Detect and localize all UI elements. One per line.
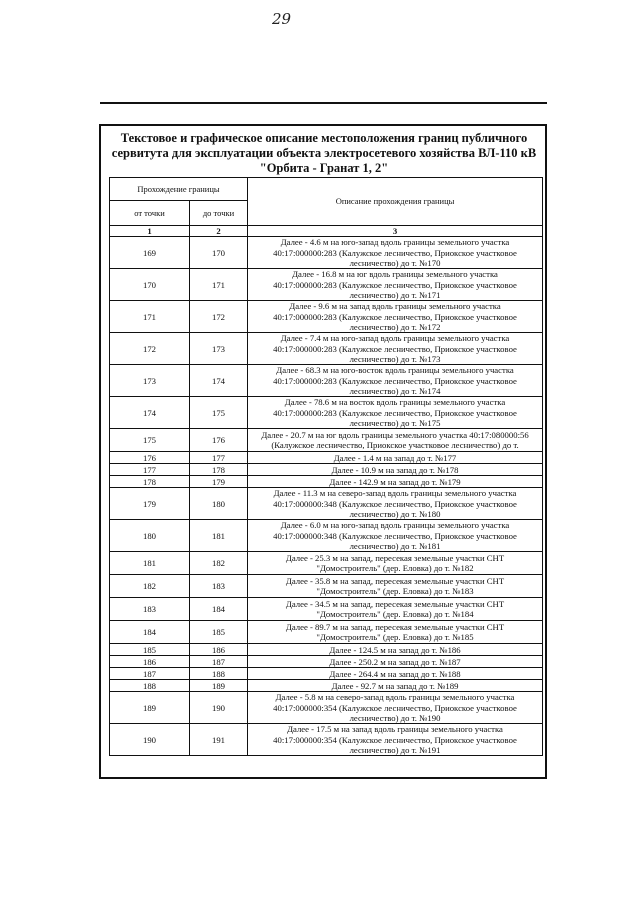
description-line: Далее - 11.3 м на северо-запад вдоль границы земельного участка xyxy=(273,488,517,499)
description-line: Далее - 6.0 м на юго-запад вдоль границы земельного участка xyxy=(280,520,510,531)
cell-description xyxy=(248,365,543,397)
description-line: 40:17:000000:283 (Калужское лесничество, Приокское участковое xyxy=(273,247,517,258)
table-row xyxy=(110,668,543,680)
description-line: лесничество) до т. №170 xyxy=(349,257,441,268)
description-line: Далее - 16.8 м на юг вдоль границы земельного участка xyxy=(292,269,498,280)
table-row xyxy=(110,598,543,621)
description-line: Далее - 35.8 м на запад, пересекая земельные участки СНТ xyxy=(285,576,505,586)
table-body xyxy=(110,237,543,756)
cell-to-point: 175 xyxy=(190,397,248,429)
table-row xyxy=(110,575,543,598)
cell-description xyxy=(248,668,543,680)
description-line: Далее - 78.6 м на восток вдоль границы земельного участка xyxy=(284,397,506,408)
cell-description xyxy=(248,333,543,365)
cell-description xyxy=(248,552,543,575)
cell-description xyxy=(248,621,543,644)
description-line: 40:17:000000:354 (Калужское лесничество, Приокское участковое xyxy=(273,702,517,713)
document-title xyxy=(110,131,538,176)
table-row xyxy=(110,452,543,464)
table-row xyxy=(110,476,543,488)
description-line: 40:17:000000:283 (Калужское лесничество, Приокское участковое xyxy=(273,343,517,354)
description-line: Далее - 1.4 м на запад до т. №177 xyxy=(333,452,457,463)
cell-to-point: 178 xyxy=(190,464,248,476)
cell-from-point: 179 xyxy=(110,488,190,520)
header-boundary-passage: Прохождение границы xyxy=(110,178,248,201)
cell-to-point: 191 xyxy=(190,724,248,756)
column-number: 1 xyxy=(110,226,190,237)
description-line: (Калужское лесничество, Приокское участковое лесничество) до т. xyxy=(271,440,519,451)
description-line: Далее - 68.3 м на юго-восток вдоль границы земельного участка xyxy=(276,365,514,376)
cell-description xyxy=(248,644,543,656)
description-line: лесничество) до т. №175 xyxy=(349,417,441,428)
description-line: Далее - 92.7 м на запад до т. №189 xyxy=(331,680,459,691)
cell-from-point: 186 xyxy=(110,656,190,668)
cell-from-point: 174 xyxy=(110,397,190,429)
table-row xyxy=(110,301,543,333)
cell-to-point: 184 xyxy=(190,598,248,621)
cell-to-point: 176 xyxy=(190,429,248,452)
description-line: Далее - 5.8 м на северо-запад вдоль границы земельного участка xyxy=(275,692,515,703)
description-line: лесничество) до т. №180 xyxy=(349,508,441,519)
header-description: Описание прохождения границы xyxy=(248,178,543,226)
table-row xyxy=(110,656,543,668)
table-row xyxy=(110,644,543,656)
title-line-3: "Орбита - Гранат 1, 2" xyxy=(259,161,389,175)
cell-description xyxy=(248,301,543,333)
cell-to-point: 179 xyxy=(190,476,248,488)
description-line: Далее - 9.6 м на запад вдоль границы земельного участка xyxy=(289,301,501,312)
column-number: 3 xyxy=(248,226,543,237)
header-to-point: до точки xyxy=(190,201,248,226)
description-line: 40:17:000000:354 (Калужское лесничество, Приокское участковое xyxy=(273,734,517,745)
cell-from-point: 190 xyxy=(110,724,190,756)
description-line: 40:17:000000:283 (Калужское лесничество, Приокское участковое xyxy=(273,311,517,322)
description-line: Далее - 17.5 м на запад вдоль границы земельного участка xyxy=(287,724,503,735)
cell-to-point: 190 xyxy=(190,692,248,724)
cell-from-point: 171 xyxy=(110,301,190,333)
title-line-1: Текстовое и графическое описание местоположения границ публичного xyxy=(120,131,528,145)
cell-description xyxy=(248,692,543,724)
title-line-2: сервитута для эксплуатации объекта электросетевого хозяйства ВЛ-110 кВ xyxy=(111,146,537,160)
cell-from-point: 184 xyxy=(110,621,190,644)
cell-description xyxy=(248,598,543,621)
cell-to-point: 172 xyxy=(190,301,248,333)
table-row xyxy=(110,621,543,644)
cell-from-point: 189 xyxy=(110,692,190,724)
table-row xyxy=(110,397,543,429)
description-line: Далее - 89.7 м на запад, пересекая земельные участки СНТ xyxy=(285,622,505,632)
table-row xyxy=(110,237,543,269)
description-line: Далее - 142.9 м на запад до т. №179 xyxy=(329,476,461,487)
description-line: лесничество) до т. №181 xyxy=(349,540,441,551)
cell-to-point: 171 xyxy=(190,269,248,301)
description-line: "Домостроитель" (дер. Еловка) до т. №183 xyxy=(316,586,474,597)
description-line: Далее - 25.3 м на запад, пересекая земельные участки СНТ xyxy=(285,553,505,563)
cell-from-point: 173 xyxy=(110,365,190,397)
cell-description xyxy=(248,575,543,598)
description-line: Далее - 10.9 м на запад до т. №178 xyxy=(331,464,459,475)
cell-to-point: 187 xyxy=(190,656,248,668)
cell-description xyxy=(248,269,543,301)
table-row xyxy=(110,680,543,692)
cell-to-point: 186 xyxy=(190,644,248,656)
cell-to-point: 185 xyxy=(190,621,248,644)
column-number: 2 xyxy=(190,226,248,237)
cell-to-point: 183 xyxy=(190,575,248,598)
cell-to-point: 181 xyxy=(190,520,248,552)
cell-from-point: 183 xyxy=(110,598,190,621)
cell-to-point: 177 xyxy=(190,452,248,464)
cell-to-point: 174 xyxy=(190,365,248,397)
description-line: Далее - 34.5 м на запад, пересекая земельные участки СНТ xyxy=(285,599,505,609)
cell-description xyxy=(248,476,543,488)
cell-from-point: 177 xyxy=(110,464,190,476)
cell-description xyxy=(248,488,543,520)
description-line: 40:17:000000:283 (Калужское лесничество, Приокское участковое xyxy=(273,375,517,386)
cell-description xyxy=(248,429,543,452)
description-line: "Домостроитель" (дер. Еловка) до т. №182 xyxy=(316,563,474,574)
description-line: лесничество) до т. №190 xyxy=(349,712,441,723)
table-row xyxy=(110,724,543,756)
cell-to-point: 182 xyxy=(190,552,248,575)
cell-to-point: 188 xyxy=(190,668,248,680)
cell-from-point: 169 xyxy=(110,237,190,269)
description-line: Далее - 20.7 м на юг вдоль границы земельного участка 40:17:080000:56 xyxy=(261,430,529,440)
table-row xyxy=(110,333,543,365)
cell-from-point: 172 xyxy=(110,333,190,365)
cell-description xyxy=(248,724,543,756)
table-row xyxy=(110,365,543,397)
table-row xyxy=(110,269,543,301)
description-line: Далее - 7.4 м на юго-запад вдоль границы земельного участка xyxy=(280,333,510,344)
description-line: лесничество) до т. №173 xyxy=(349,353,441,364)
description-line: "Домостроитель" (дер. Еловка) до т. №185 xyxy=(316,632,474,643)
description-line: "Домостроитель" (дер. Еловка) до т. №184 xyxy=(316,609,474,620)
cell-description xyxy=(248,237,543,269)
cell-description xyxy=(248,464,543,476)
cell-to-point: 173 xyxy=(190,333,248,365)
description-line: лесничество) до т. №174 xyxy=(349,385,441,396)
cell-from-point: 178 xyxy=(110,476,190,488)
cell-to-point: 170 xyxy=(190,237,248,269)
header-from-point: от точки xyxy=(110,201,190,226)
description-line: лесничество) до т. №191 xyxy=(349,744,441,755)
boundary-table xyxy=(109,177,543,756)
description-line: Далее - 264.4 м на запад до т. №188 xyxy=(329,668,461,679)
description-line: 40:17:000000:283 (Калужское лесничество, Приокское участковое xyxy=(273,279,517,290)
cell-from-point: 187 xyxy=(110,668,190,680)
table-row xyxy=(110,488,543,520)
top-rule xyxy=(100,102,547,104)
table-row xyxy=(110,520,543,552)
description-line: 40:17:000000:348 (Калужское лесничество, Приокское участковое xyxy=(273,498,517,509)
cell-from-point: 176 xyxy=(110,452,190,464)
cell-description xyxy=(248,680,543,692)
cell-from-point: 188 xyxy=(110,680,190,692)
table-row xyxy=(110,692,543,724)
cell-from-point: 180 xyxy=(110,520,190,552)
cell-description xyxy=(248,397,543,429)
cell-to-point: 189 xyxy=(190,680,248,692)
cell-from-point: 182 xyxy=(110,575,190,598)
description-line: 40:17:000000:348 (Калужское лесничество, Приокское участковое xyxy=(273,530,517,541)
page-number: 29 xyxy=(272,10,292,28)
cell-description xyxy=(248,520,543,552)
cell-description xyxy=(248,452,543,464)
cell-from-point: 181 xyxy=(110,552,190,575)
cell-from-point: 175 xyxy=(110,429,190,452)
description-line: 40:17:000000:283 (Калужское лесничество, Приокское участковое xyxy=(273,407,517,418)
description-line: лесничество) до т. №171 xyxy=(349,289,441,300)
description-line: Далее - 250.2 м на запад до т. №187 xyxy=(329,656,461,667)
description-line: Далее - 4.6 м на юго-запад вдоль границы земельного участка xyxy=(280,237,510,248)
table-row xyxy=(110,429,543,452)
cell-from-point: 185 xyxy=(110,644,190,656)
table-row xyxy=(110,552,543,575)
cell-description xyxy=(248,656,543,668)
description-line: лесничество) до т. №172 xyxy=(349,321,441,332)
cell-to-point: 180 xyxy=(190,488,248,520)
table-row xyxy=(110,464,543,476)
cell-from-point: 170 xyxy=(110,269,190,301)
description-line: Далее - 124.5 м на запад до т. №186 xyxy=(329,644,461,655)
